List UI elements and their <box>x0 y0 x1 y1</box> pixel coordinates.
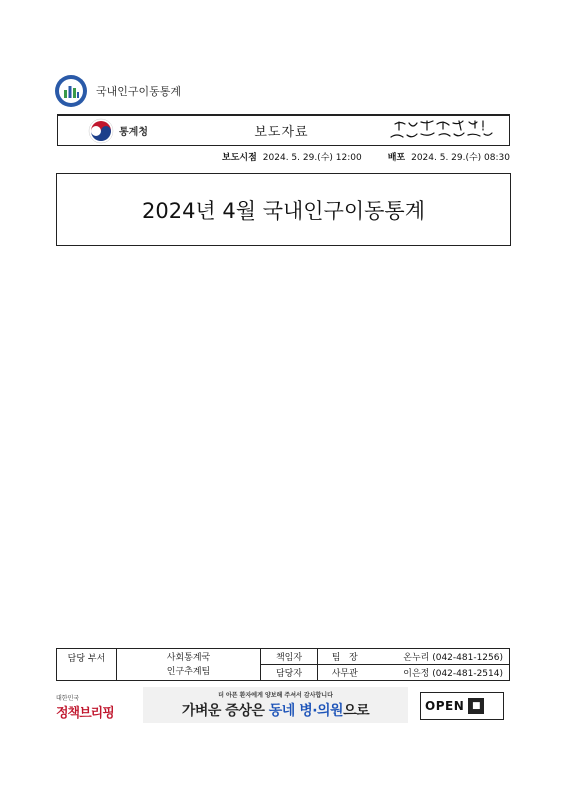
top-header <box>54 74 181 108</box>
banner-headline-highlight: 동네 병·의원 <box>268 703 344 719</box>
brief-small-text: 대한민국 <box>56 695 80 702</box>
dept-line-1: 사회통계국 <box>166 652 211 663</box>
top-title: 국내인구이동통계 <box>96 85 182 98</box>
distribution-label: 배포 <box>387 153 406 163</box>
page-title: 2024년 4월 국내인구이동통계 <box>141 198 425 223</box>
agency <box>58 118 188 144</box>
person-cell: 이은정 (042-481-2514) <box>372 665 510 681</box>
footer <box>56 687 506 723</box>
role-cell: 책임자 <box>261 649 318 665</box>
license-person-icon: ■ <box>468 698 484 714</box>
table-row <box>57 649 510 665</box>
handwritten-slogan <box>375 118 509 144</box>
campaign-banner[interactable] <box>143 687 408 723</box>
title-cell: 사무관 <box>318 665 372 681</box>
embargo-value: 2024. 5. 29.(수) 12:00 <box>262 153 362 163</box>
slogan-calligraphy-icon <box>387 118 497 144</box>
agency-header-box <box>57 114 510 146</box>
agency-name: 통계청 <box>119 127 148 138</box>
banner-subtitle: 더 아픈 환자에게 양보해 주셔서 감사합니다 <box>218 692 333 699</box>
title-cell: 팀 장 <box>318 649 372 665</box>
open-label: OPEN <box>425 699 465 713</box>
policy-briefing-logo[interactable] <box>56 693 116 721</box>
banner-headline <box>143 700 408 720</box>
title-box <box>56 173 511 246</box>
embargo-label: 보도시점 <box>222 153 257 163</box>
distribution-value: 2024. 5. 29.(수) 08:30 <box>411 153 510 163</box>
open-license-badge[interactable] <box>420 692 504 720</box>
brief-big-text: 정책브리핑 <box>56 706 114 721</box>
statistics-korea-emblem-icon <box>54 74 88 108</box>
dept-line-2: 인구추계팀 <box>166 666 211 677</box>
role-cell: 담당자 <box>261 665 318 681</box>
banner-headline-c: 으로 <box>343 703 370 719</box>
person-cell: 온누리 (042-481-1256) <box>372 649 510 665</box>
banner-headline-a: 가벼운 증상은 <box>181 703 269 719</box>
dept-name <box>117 649 261 681</box>
dept-label: 담당 부서 <box>57 649 117 681</box>
release-times <box>222 150 510 163</box>
contact-table <box>56 648 510 681</box>
document-type: 보도자료 <box>254 125 309 140</box>
government-logo-icon <box>88 118 114 144</box>
